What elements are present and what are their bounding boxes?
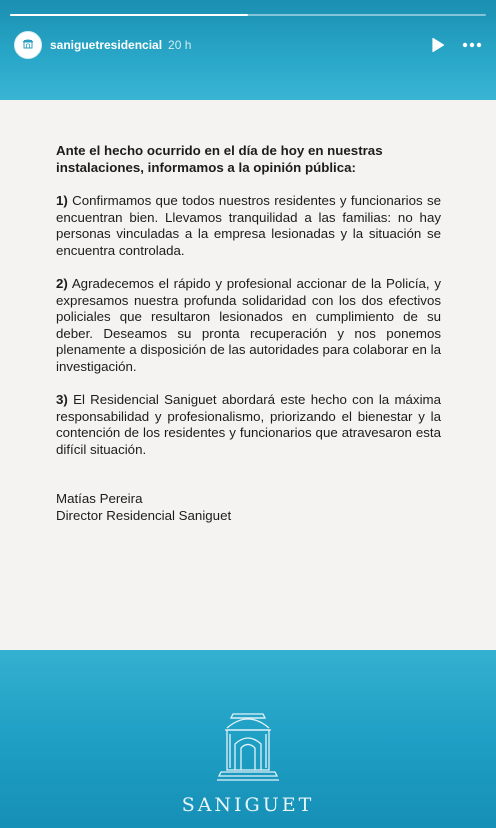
paragraph-number: 1) bbox=[56, 193, 68, 208]
saniguet-logo-icon bbox=[17, 34, 39, 56]
story-username[interactable]: saniguetresidencial bbox=[50, 38, 163, 52]
signature-title: Director Residencial Saniguet bbox=[56, 507, 232, 523]
paragraph-number: 3) bbox=[56, 392, 68, 407]
statement-paragraph-2 bbox=[56, 276, 441, 375]
play-icon bbox=[431, 37, 445, 53]
statement-card bbox=[0, 100, 496, 650]
saniguet-logo bbox=[0, 708, 496, 816]
brand-wordmark: SANIGUET bbox=[181, 794, 315, 816]
statement-paragraph-3 bbox=[56, 392, 441, 458]
story-header bbox=[14, 30, 484, 60]
signature-name: Matías Pereira bbox=[56, 491, 143, 506]
signature bbox=[56, 491, 441, 524]
statement-paragraph-1 bbox=[56, 193, 441, 259]
paragraph-text: Agradecemos el rápido y profesional accionar de la Policía, y expresamos nuestra profunda solidaridad con los dos efectivos policiales que resultaron lesionados en cumplimiento de su deber. Deseamos su pronta recuperación y nos ponemos plenamente a disposición de las autoridades para colaborar en la investigación. bbox=[56, 276, 441, 374]
play-button[interactable] bbox=[426, 33, 450, 57]
avatar[interactable] bbox=[14, 31, 42, 59]
paragraph-text: Confirmamos que todos nuestros residentes y funcionarios se encuentran bien. Llevamos tranquilidad a las familias: no hay personas vinculadas a la empresa lesionadas y la situación se encuentra controlada. bbox=[56, 193, 441, 258]
more-options-button[interactable] bbox=[460, 33, 484, 57]
more-icon bbox=[462, 42, 482, 48]
paragraph-number: 2) bbox=[56, 276, 68, 291]
story-progress-fill bbox=[10, 14, 248, 16]
residence-building-icon bbox=[213, 708, 283, 788]
statement-intro: Ante el hecho ocurrido en el día de hoy en nuestras instalaciones, informamos a la opinión pública: bbox=[56, 143, 383, 175]
paragraph-text: El Residencial Saniguet abordará este hecho con la máxima responsabilidad y profesionalismo, priorizando el bienestar y la contención de los residentes y funcionarios que atravesaron esta difícil situación. bbox=[56, 392, 441, 457]
statement-content bbox=[56, 143, 441, 524]
story-progress-bar bbox=[10, 14, 486, 16]
story-time: 20 h bbox=[168, 38, 192, 52]
